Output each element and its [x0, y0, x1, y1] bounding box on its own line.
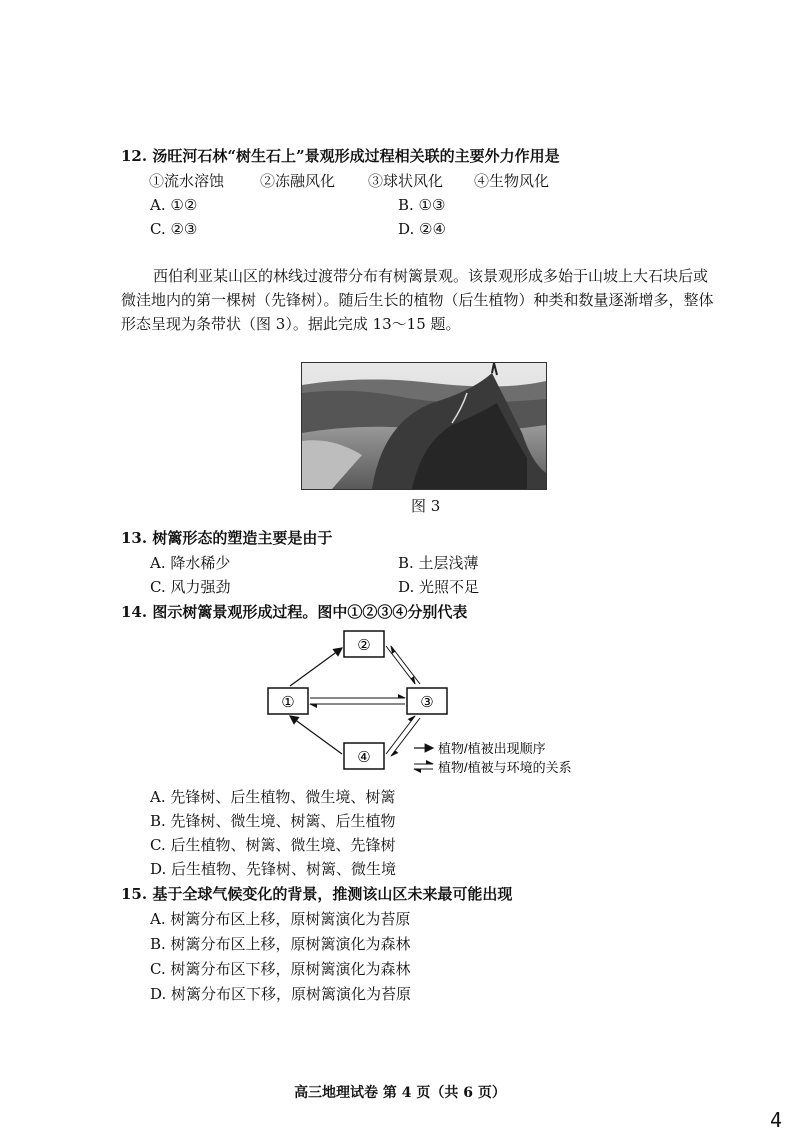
- rel-2-to-3: [386, 646, 415, 684]
- question-14-stem: 14. 图示树篱景观形成过程。图中①②③④分别代表: [121, 603, 468, 621]
- page-number: 4: [770, 1108, 783, 1132]
- q13-option-a: A. 降水稀少: [150, 554, 231, 572]
- q13-option-b: B. 土层浅薄: [398, 554, 479, 572]
- arrow-4-to-1: [290, 716, 342, 754]
- rel-3-to-4: [391, 718, 420, 756]
- rel-4-to-3: [386, 716, 415, 754]
- legend-label-order: 植物/植被出现顺序: [438, 741, 546, 756]
- q13-option-d: D. 光照不足: [398, 578, 480, 596]
- legend-label-relation: 植物/植被与环境的关系: [438, 760, 572, 775]
- question-13-stem: 13. 树篱形态的塑造主要是由于: [121, 529, 333, 547]
- question-15-stem: 15. 基于全球气候变化的背景，推测该山区未来最可能出现: [121, 885, 513, 903]
- figure-3-photo: [301, 362, 547, 490]
- arrow-1-to-2: [290, 648, 342, 686]
- page-footer: 高三地理试卷 第 4 页（共 6 页）: [294, 1085, 506, 1101]
- q14-option-d: D. 后生植物、先锋树、树篱、微生境: [150, 860, 397, 878]
- question-12-stem: 12. 汤旺河石林“树生石上”景观形成过程相关联的主要外力作用是: [121, 147, 560, 165]
- rel-3-to-2: [391, 646, 420, 684]
- node-label-2: ②: [357, 636, 371, 654]
- q12-item-1: ①流水溶蚀: [149, 172, 225, 190]
- figure-3-caption: 图 3: [411, 497, 441, 515]
- q12-item-2: ②冻融风化: [260, 172, 336, 190]
- q14-option-c: C. 后生植物、树篱、微生境、先锋树: [150, 836, 396, 854]
- q14-option-b: B. 先锋树、微生境、树篱、后生植物: [150, 812, 396, 830]
- q14-option-a: A. 先锋树、后生植物、微生境、树篱: [150, 788, 396, 806]
- q12-option-b: B. ①③: [398, 196, 446, 214]
- q13-option-c: C. 风力强劲: [150, 578, 231, 596]
- q12-option-a: A. ①②: [150, 196, 198, 214]
- q15-option-a: A. 树篱分布区上移，原树篱演化为苔原: [150, 910, 411, 928]
- q15-option-b: B. 树篱分布区上移，原树篱演化为森林: [150, 935, 411, 953]
- process-diagram: [250, 626, 610, 786]
- passage-line-3: 形态呈现为条带状（图 3）。据此完成 13～15 题。: [121, 315, 461, 333]
- q12-option-d: D. ②④: [398, 220, 446, 238]
- q12-option-c: C. ②③: [150, 220, 198, 238]
- passage-line-1: 西伯利亚某山区的林线过渡带分布有树篱景观。该景观形成多始于山坡上大石块后或: [153, 267, 709, 285]
- q12-item-3: ③球状风化: [368, 172, 444, 190]
- node-label-4: ④: [357, 748, 371, 766]
- node-label-1: ①: [281, 693, 295, 711]
- passage-line-2: 微洼地内的第一棵树（先锋树）。随后生长的植物（后生植物）种类和数量逐渐增多，整体: [121, 291, 714, 309]
- q15-option-c: C. 树篱分布区下移，原树篱演化为森林: [150, 960, 411, 978]
- q12-item-4: ④生物风化: [474, 172, 550, 190]
- node-label-3: ③: [420, 693, 434, 711]
- q15-option-d: D. 树篱分布区下移，原树篱演化为苔原: [150, 985, 412, 1003]
